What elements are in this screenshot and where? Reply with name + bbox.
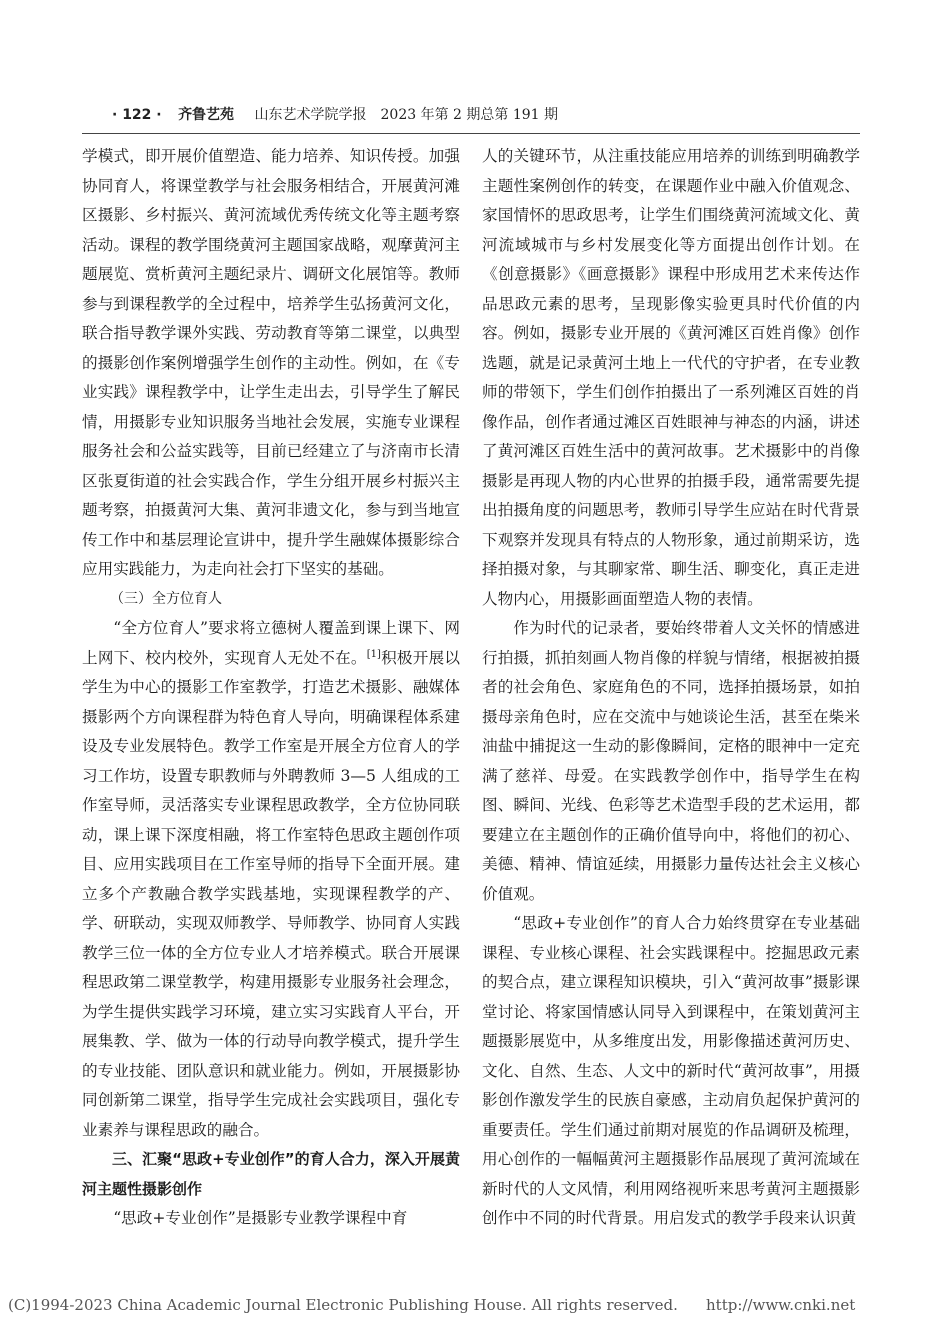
cnki-link[interactable]: http://www.cnki.net xyxy=(706,1296,856,1314)
right-paragraph-2: 作为时代的记录者，要始终带着人文关怀的情感进行拍摄，抓拍刻画人物肖像的样貌与情绪，根据被拍摄者的社会角色、家庭角色的不同，选择拍摄场景，如拍摄母亲角色时，应在交流中与她谈论生活，甚至在柴米油盐中捕捉这一生动的影像瞬间，定格的眼神中一定充满了慈祥、母爱。在实践教学创作中，指导学生在构图、瞬间、光线、色彩等艺术造型手段的艺术运用，都要建立在主题创作的正确价值导向中，将他们的初心、美德、精神、情谊延续，用摄影力量传达社会主义核心价值观。 xyxy=(482,619,860,903)
left-paragraph-1: 学模式，即开展价值塑造、能力培养、知识传授。加强协同育人，将课堂教学与社会服务相结合，开展黄河滩区摄影、乡村振兴、黄河流域优秀传统文化等主题考察活动。课程的教学围绕黄河主题国家战略，观摩黄河主题展览、赏析黄河主题纪录片、调研文化展馆等。教师参与到课程教学的全过程中，培养学生弘扬黄河文化，联合指导教学课外实践、劳动教育等第二课堂，以典型的摄影创作案例增强学生创作的主动性。例如，在《专业实践》课程教学中，让学生走出去，引导学生了解民情，用摄影专业知识服务当地社会发展，实施专业课程服务社会和公益实践等，目前已经建立了与济南市长清区张夏街道的社会实践合作，学生分组开展乡村振兴主题考察，拍摄黄河大集、黄河非遗文化，参与到当地宣传工作中和基层理论宣讲中，提升学生融媒体摄影综合应用实践能力，为走向社会打下坚实的基础。 xyxy=(82,147,460,578)
left-paragraph-2 xyxy=(82,614,460,1145)
left-paragraph-3: “思政+专业创作”是摄影专业教学课程中育 xyxy=(113,1209,408,1227)
copyright-notice: (C)1994-2023 China Academic Journal Electronic Publishing House. All rights reserved. xyxy=(8,1296,678,1314)
right-paragraph-1: 人的关键环节，从注重技能应用培养的训练到明确教学主题性案例创作的转变，在课题作业中融入价值观念、家国情怀的思政思考，让学生们围绕黄河流域文化、黄河流域城市与乡村发展变化等方面提出创作计划。在《创意摄影》《画意摄影》课程中形成用艺术来传达作品思政元素的思考，呈现影像实验更具时代价值的内容。例如，摄影专业开展的《黄河滩区百姓肖像》创作选题，就是记录黄河土地上一代代的守护者，在专业教师的带领下，学生们创作拍摄出了一系列滩区百姓的肖像作品，创作者通过滩区百姓眼神与神态的内涵，讲述了黄河滩区百姓生活中的黄河故事。艺术摄影中的肖像摄影是再现人物的内心世界的拍摄手段，通常需要先提出拍摄角度的问题思考，教师引导学生应站在时代背景下观察并发现具有特点的人物形象，通过前期采访，选择拍摄对象，与其聊家常、聊生活、聊变化，真正走进人物内心，用摄影画面塑造人物的表情。 xyxy=(482,147,860,608)
header-rule xyxy=(82,133,860,134)
page-number: · 122 · xyxy=(112,107,162,123)
journal-name: 齐鲁艺苑 xyxy=(178,107,235,123)
journal-issue: 山东艺术学院学报 2023 年第 2 期总第 191 期 xyxy=(254,107,559,123)
left-column xyxy=(82,142,460,1234)
right-column xyxy=(482,142,860,1234)
subsection-heading: （三）全方位育人 xyxy=(110,590,222,607)
right-paragraph-3: “思政+专业创作”的育人合力始终贯穿在专业基础课程、专业核心课程、社会实践课程中。挖掘思政元素的契合点，建立课程知识模块，引入“黄河故事”摄影课堂讨论、将家国情感认同导入到课程中，在策划黄河主题摄影展览中，从多维度出发，用影像描述黄河历史、文化、自然、生态、人文中的新时代“黄河故事”，用摄影创作激发学生的民族自豪感，主动肩负起保护黄河的重要责任。学生们通过前期对展览的作品调研及梳理，用心创作的一幅幅黄河主题摄影作品展现了黄河流域在新时代的人文风情，利用网络视听来思考黄河主题摄影创作中不同的时代背景。用启发式的教学手段来认识黄 xyxy=(482,914,860,1227)
left-paragraph-2-b: 积极开展以学生为中心的摄影工作室教学，打造艺术摄影、融媒体摄影两个方向课程群为特色育人导向，明确课程体系建设及专业发展特色。教学工作室是开展全方位育人的学习工作坊，设置专职教师与外聘教师 3—5 人组成的工作室导师，灵活落实专业课程思政教学，全方位协同联动，课上课下深度相融，将工作室特色思政主题创作项目、应用实践项目在工作室导师的指导下全面开展。建立多个产教融合教学实践基地，实现课程教学的产、学、研联动，实现双师教学、导师教学、协同育人实践教学三位一体的全方位专业人才培养模式。联合开展课程思政第二课堂教学，构建用摄影专业服务社会理念，为学生提供实践学习环境，建立实习实践育人平台，开展集教、学、做为一体的行动导向教学模式，提升学生的专业技能、团队意识和就业能力。例如，开展摄影协同创新第二课堂，指导学生完成社会实践项目，强化专业素养与课程思政的融合。 xyxy=(82,648,460,1139)
section-heading: 三、汇聚“思政+专业创作”的育人合力，深入开展黄河主题性摄影创作 xyxy=(82,1150,460,1198)
reference-marker[interactable]: [1] xyxy=(366,648,381,660)
running-header xyxy=(112,104,852,124)
left-paragraph-2-a: “全方位育人”要求将立德树人覆盖到课上课下、网上网下、校内校外，实现育人无处不在。 xyxy=(82,619,460,667)
